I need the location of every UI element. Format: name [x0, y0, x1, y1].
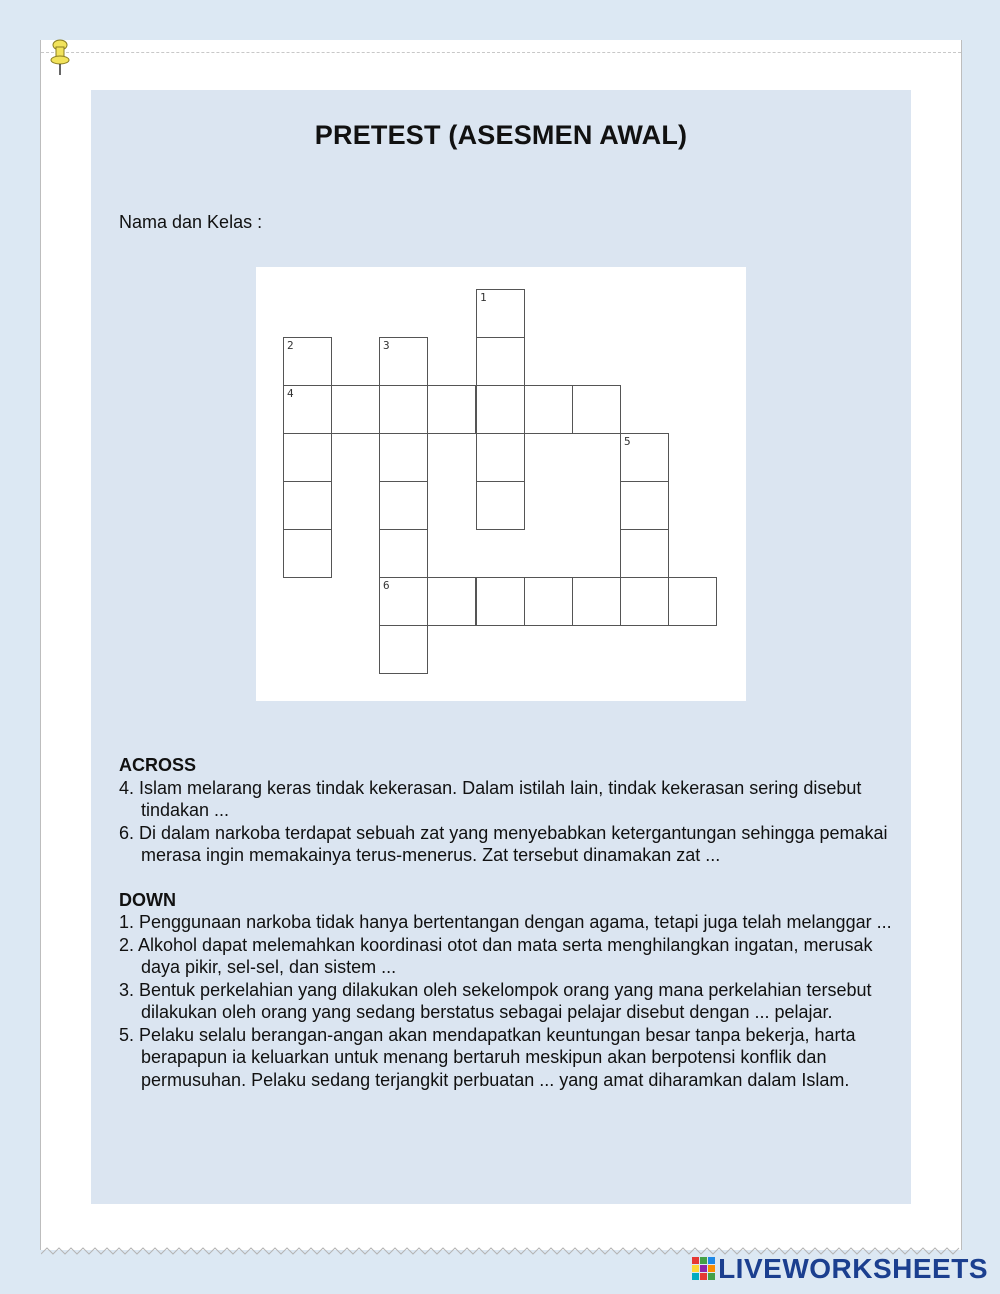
liveworksheets-logo-icon — [692, 1257, 716, 1281]
crossword-cell[interactable] — [283, 337, 332, 386]
clue-number: 5 — [624, 435, 631, 448]
down-clue: 3. Bentuk perkelahian yang dilakukan oleh sekelompok orang yang mana perkelahian tersebut dilakukan oleh orang yang sedang berstatus sebagai pelajar disebut dengan ... pelajar. — [119, 979, 872, 1022]
across-clue: 6. Di dalam narkoba terdapat sebuah zat yang menyebabkan ketergantungan sehingga pemakai merasa ingin memakainya terus-menerus. Zat tersebut dinamakan zat ... — [119, 822, 888, 865]
crossword-cell[interactable] — [476, 337, 525, 386]
page-title: PRETEST (ASESMEN AWAL) — [314, 120, 688, 150]
liveworksheets-logo[interactable] — [692, 1252, 988, 1286]
crossword-cell[interactable] — [572, 385, 621, 434]
clue-number: 2 — [287, 339, 294, 352]
clue-number: 6 — [383, 579, 390, 592]
content-panel — [91, 90, 911, 1204]
crossword-cell[interactable] — [283, 385, 332, 434]
crossword-cell[interactable] — [668, 577, 717, 626]
crossword-cell[interactable] — [572, 577, 621, 626]
clue-number: 4 — [287, 387, 294, 400]
crossword-cell[interactable] — [379, 625, 428, 674]
crossword-cell[interactable] — [331, 385, 380, 434]
crossword-cell[interactable] — [620, 433, 669, 482]
crossword-cell[interactable] — [620, 577, 669, 626]
clue-list — [119, 754, 899, 1091]
down-heading: DOWN — [119, 889, 176, 910]
top-dashed-border — [41, 52, 961, 53]
crossword-cell[interactable] — [379, 481, 428, 530]
crossword-cell[interactable] — [379, 337, 428, 386]
crossword-cell[interactable] — [379, 577, 428, 626]
crossword-cell[interactable] — [620, 529, 669, 578]
name-class-label: Nama dan Kelas : — [119, 212, 263, 232]
crossword-cell[interactable] — [379, 433, 428, 482]
across-heading: ACROSS — [119, 755, 197, 775]
crossword-cell[interactable] — [524, 385, 573, 434]
crossword-cell[interactable] — [427, 577, 476, 626]
crossword-cell[interactable] — [476, 577, 525, 626]
crossword-cell[interactable] — [427, 385, 476, 434]
down-clue: 5. Pelaku selalu berangan-angan akan mendapatkan keuntungan besar tanpa bekerja, harta berapapun ia keluarkan untuk menang bertaruh meskipun akan berpotensi konflik dan permusuhan. Pelaku sedang terjangkit perbuatan ... yang amat diharamkan dalam Islam. — [119, 1024, 856, 1090]
down-clue: 1. Penggunaan narkoba tidak hanya bertentangan dengan agama, tetapi juga telah melanggar ... — [119, 912, 892, 932]
crossword-cell[interactable] — [476, 289, 525, 338]
crossword-cell[interactable] — [476, 481, 525, 530]
crossword-cell[interactable] — [379, 385, 428, 434]
down-clue: 2. Alkohol dapat melemahkan koordinasi otot dan mata serta menghilangkan ingatan, merusak daya pikir, sel-sel, dan sistem ... — [119, 934, 873, 977]
crossword-cell[interactable] — [476, 385, 525, 434]
across-clue: 4. Islam melarang keras tindak kekerasan. Dalam istilah lain, tindak kekerasan sering disebut tindakan ... — [119, 777, 862, 820]
worksheet-page — [40, 40, 962, 1250]
crossword-cell[interactable] — [379, 529, 428, 578]
crossword-cell[interactable] — [283, 529, 332, 578]
crossword-cell[interactable] — [524, 577, 573, 626]
crossword-cell[interactable] — [283, 481, 332, 530]
clue-number: 3 — [383, 339, 390, 352]
crossword-cell[interactable] — [476, 433, 525, 482]
crossword-cell[interactable] — [620, 481, 669, 530]
pushpin-icon — [47, 38, 73, 78]
brand-name: LIVEWORKSHEETS — [718, 1253, 988, 1284]
crossword-grid — [256, 267, 746, 701]
crossword-cell[interactable] — [283, 433, 332, 482]
clue-number: 1 — [480, 291, 487, 304]
